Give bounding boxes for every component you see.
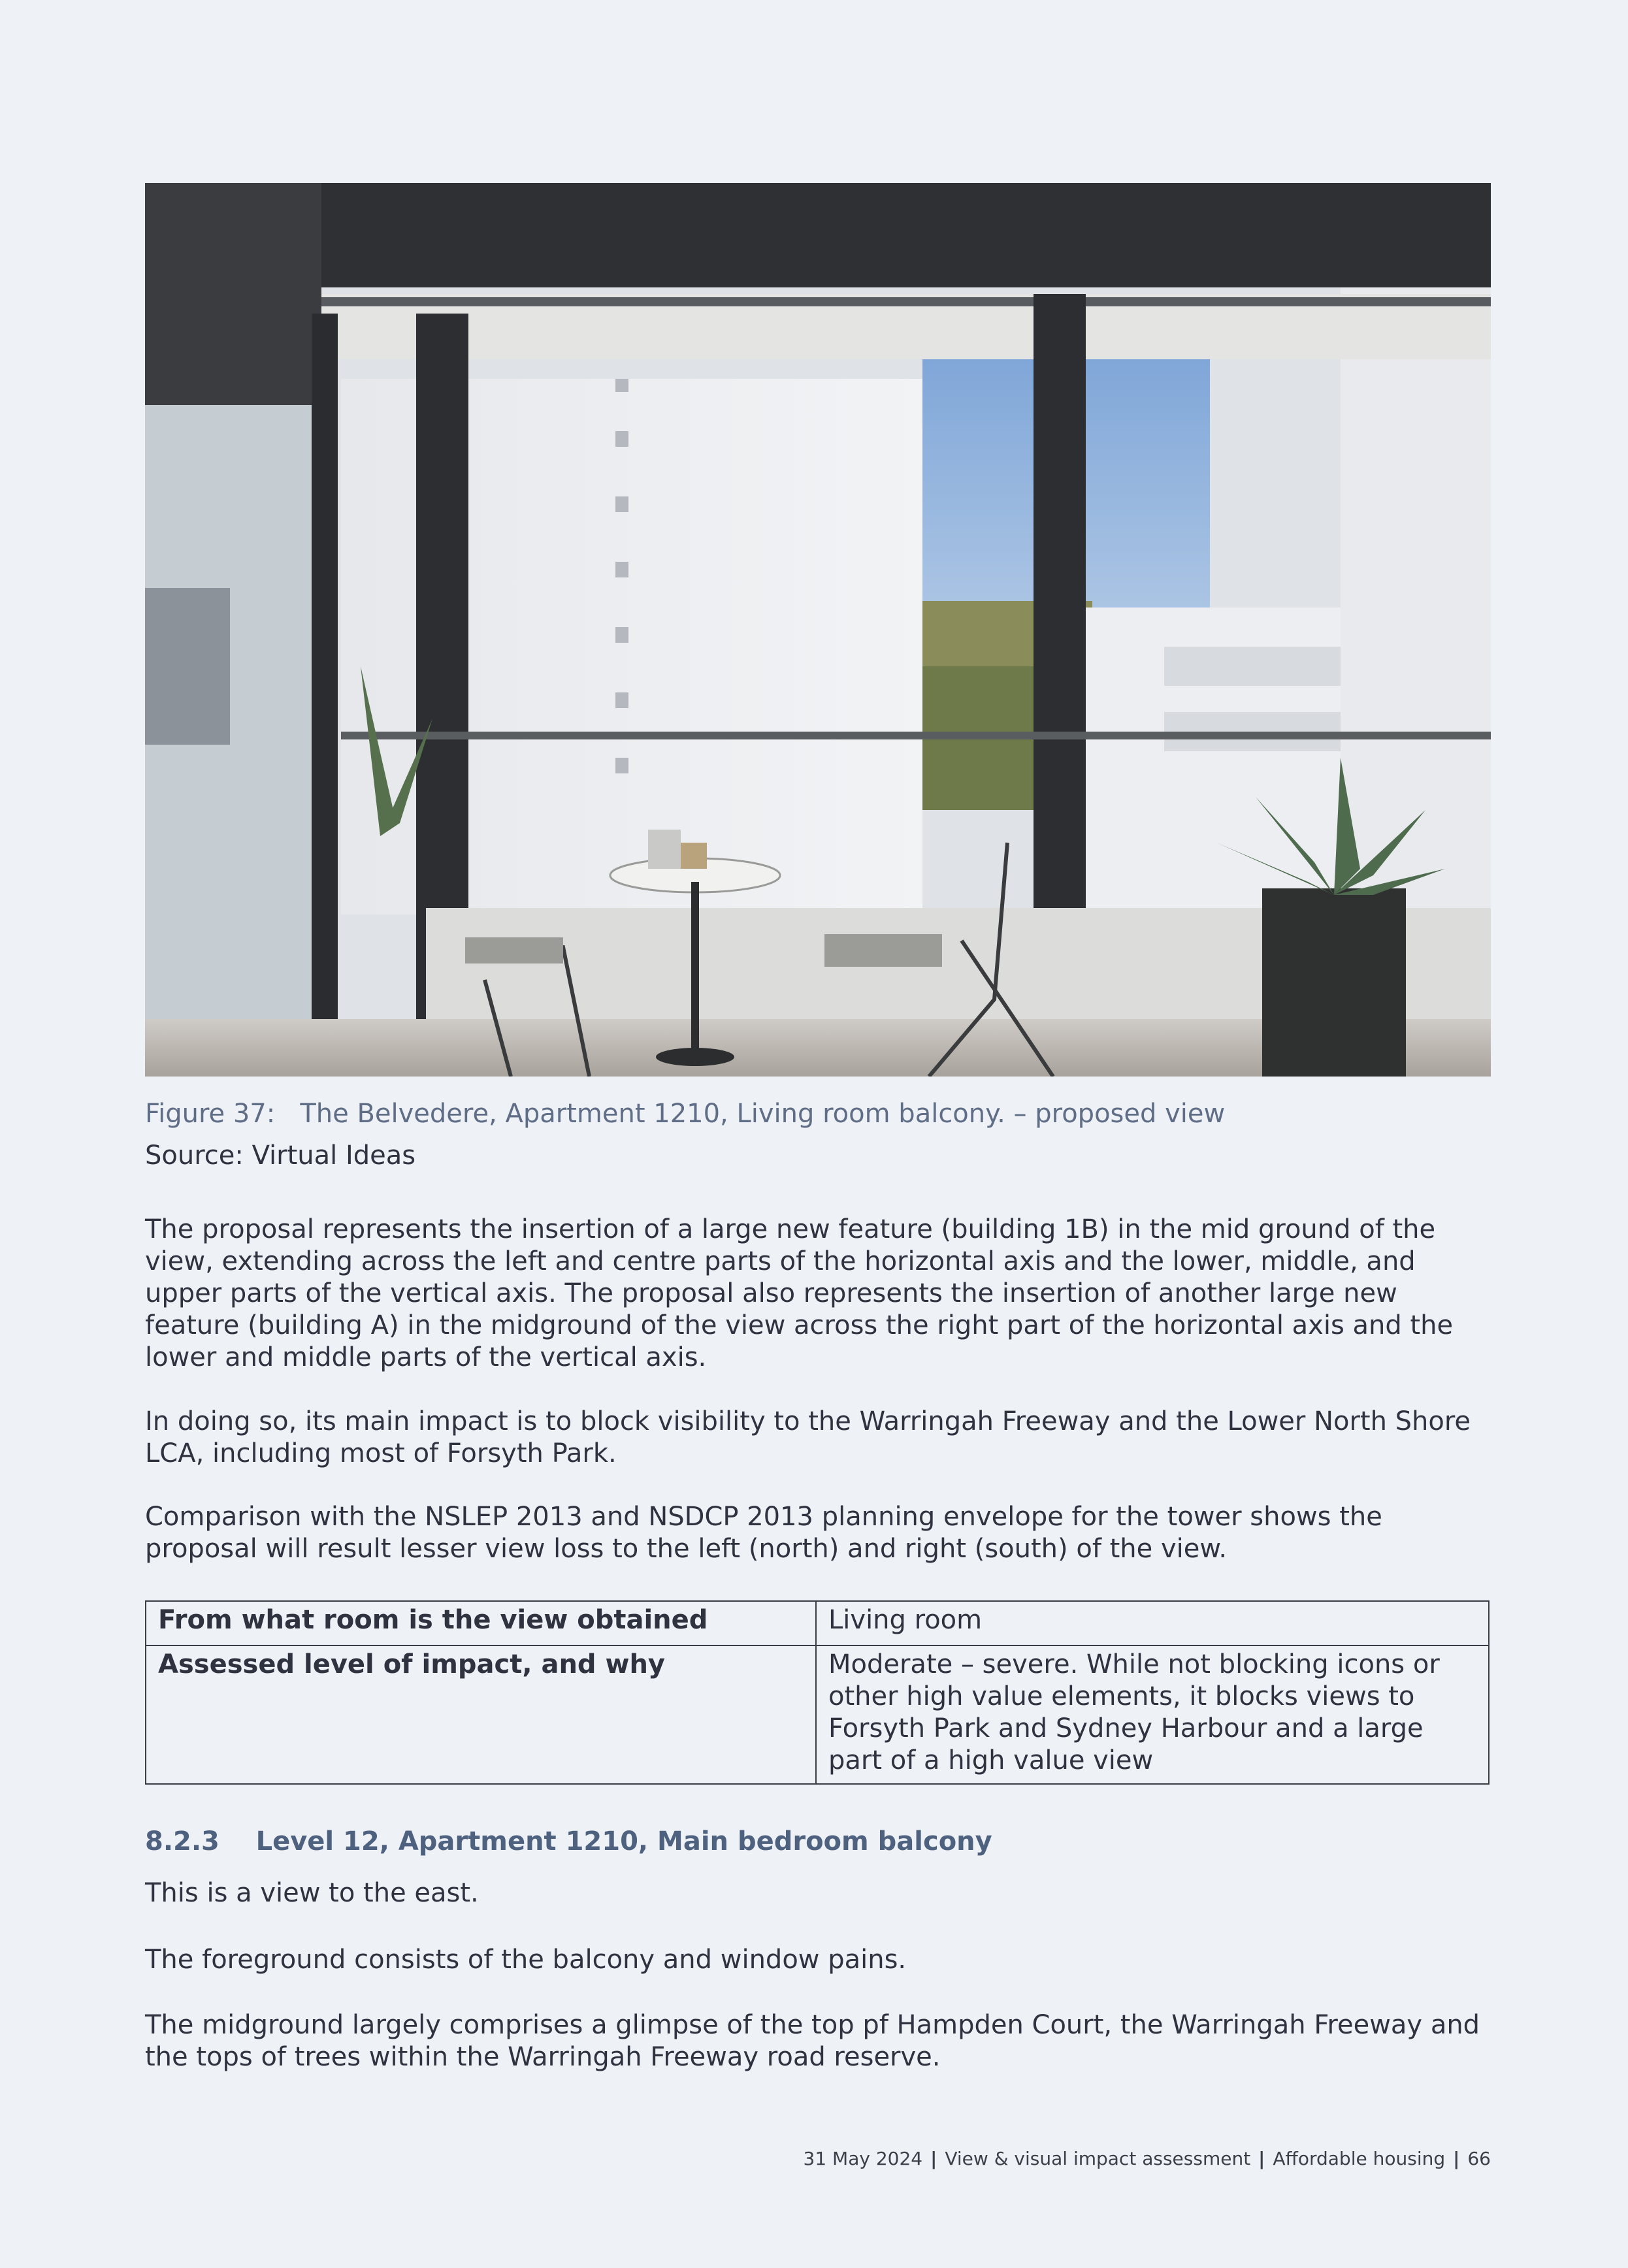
paragraph-midground: The midground largely comprises a glimpse of the top pf Hampden Court, the Warringah Freeway and the tops of trees within the Warringah Freeway road reserve. bbox=[145, 2010, 1480, 2072]
paragraph-view-direction: This is a view to the east. bbox=[145, 1878, 479, 1908]
page-number: 66 bbox=[1467, 2148, 1491, 2169]
table-row-label: Assessed level of impact, and why bbox=[146, 1645, 816, 1784]
impact-table bbox=[145, 1600, 1490, 1785]
paragraph-comparison: Comparison with the NSLEP 2013 and NSDCP 2013 planning envelope for the tower shows the proposal will result lesser view loss to the left (north) and right (south) of the view. bbox=[145, 1502, 1382, 1564]
footer-project: Affordable housing bbox=[1273, 2148, 1446, 2169]
section-title: Level 12, Apartment 1210, Main bedroom balcony bbox=[255, 1826, 992, 1856]
footer-date: 31 May 2024 bbox=[803, 2148, 923, 2169]
table-row-value: Living room bbox=[816, 1601, 1489, 1645]
footer-separator: | bbox=[930, 2148, 937, 2169]
section-heading bbox=[145, 1826, 992, 1856]
footer-document-title: View & visual impact assessment bbox=[945, 2148, 1251, 2169]
table-row-value: Moderate – severe. While not blocking icons or other high value elements, it blocks views to Forsyth Park and Sydney Harbour and a large part of a high value view bbox=[816, 1645, 1489, 1784]
table-row bbox=[146, 1645, 1489, 1784]
table-row bbox=[146, 1601, 1489, 1645]
balcony-photo bbox=[145, 183, 1491, 1077]
section-number: 8.2.3 bbox=[145, 1826, 220, 1856]
table-row-label: From what room is the view obtained bbox=[146, 1601, 816, 1645]
page-footer bbox=[798, 2148, 1491, 2169]
footer-separator: | bbox=[1453, 2148, 1460, 2169]
footer-separator: | bbox=[1258, 2148, 1265, 2169]
figure-source: Source: Virtual Ideas bbox=[145, 1141, 416, 1171]
figure-caption: Figure 37: The Belvedere, Apartment 1210, Living room balcony. – proposed view bbox=[145, 1099, 1226, 1129]
paragraph-foreground: The foreground consists of the balcony and window pains. bbox=[145, 1945, 907, 1975]
paragraph-proposal: The proposal represents the insertion of a large new feature (building 1B) in the mid ground of the view, extending across the left and centre parts of the horizontal axis and the lower, middle, and upper parts of the vertical axis. The proposal also represents the insertion of another large new feature (building A) in the midground of the view across the right part of the horizontal axis and the lower and middle parts of the vertical axis. bbox=[145, 1214, 1454, 1372]
paragraph-impact: In doing so, its main impact is to block visibility to the Warringah Freeway and the Lower North Shore LCA, including most of Forsyth Park. bbox=[145, 1406, 1471, 1468]
